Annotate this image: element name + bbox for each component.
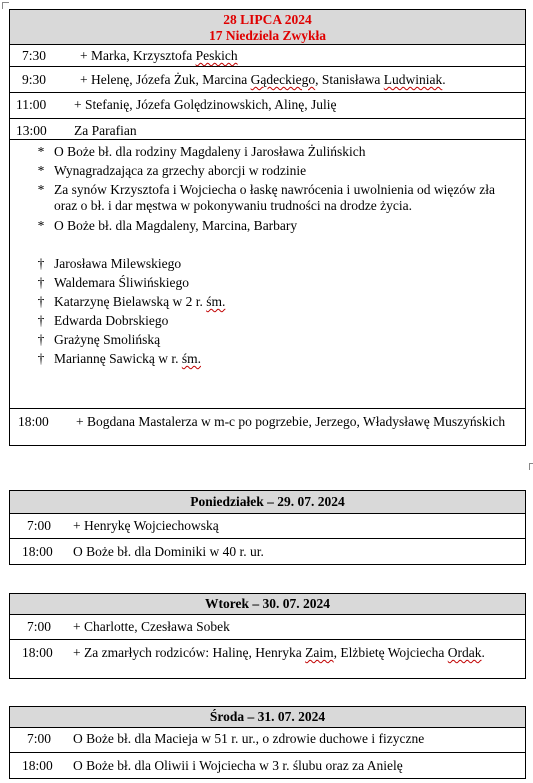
list-item: † Jarosława Milewskiego (10, 256, 525, 272)
dagger-icon: † (37, 313, 45, 328)
mass-time: 7:00 (27, 619, 52, 634)
dagger-icon: † (37, 332, 45, 347)
page-corner-mark (2, 2, 9, 9)
list-item: * O Boże bł. dla rodziny Magdaleny i Jarosława Żulińskich (10, 144, 525, 160)
sunday-table (9, 9, 526, 446)
mass-intention: O Boże bł. dla Macieja w 51 r. ur., o zdrowie duchowe i fizyczne (73, 731, 425, 746)
mass-row (10, 615, 525, 635)
mass-intention: + Bogdana Mastalerza w m-c po pogrzebie, Jerzego, Władysławę Muszyńskich (76, 414, 506, 429)
mass-time: 13:00 (16, 123, 47, 138)
mass-row (10, 514, 525, 534)
mass-row (10, 409, 525, 430)
mass-time: 18:00 (18, 414, 49, 429)
tuesday-header: Wtorek – 30. 07. 2024 (10, 594, 526, 615)
mass-row (10, 119, 525, 139)
list-item: * Wynagradzająca za grzechy aborcji w rodzinie (10, 163, 525, 179)
mass-intention: + Za zmarłych rodziców: Halinę, Henryka Zaim, Elżbietę Wojciecha Ordak. (73, 645, 485, 660)
mass-time: 7:00 (27, 731, 52, 746)
asterisk-icon: * (37, 182, 45, 197)
mass-intention: + Charlotte, Czesława Sobek (73, 619, 230, 634)
mass-row (10, 45, 525, 64)
list-item: † Waldemara Śliwińskiego (10, 275, 525, 291)
list-item: † Edwarda Dobrskiego (10, 313, 525, 329)
mass-row (10, 539, 525, 560)
list-item: * Za synów Krzysztofa i Wojciecha o łaskę nawrócenia i uwolnienia od więzów zła oraz o bł. i dar męstwa w pokonywaniu trudności na drodze życia. (10, 182, 525, 214)
intentions-list (10, 140, 525, 367)
mass-time: 9:30 (22, 72, 47, 87)
mass-row (10, 67, 525, 88)
wednesday-table (9, 706, 526, 779)
list-item: † Katarzynę Bielawską w 2 r. śm. (10, 294, 525, 310)
mass-intention: + Stefanię, Józefa Golędzinowskich, Alinę, Julię (74, 97, 337, 112)
dagger-icon: † (37, 256, 45, 271)
mass-row (10, 93, 525, 113)
mass-time: 7:30 (22, 48, 47, 63)
asterisk-icon: * (37, 218, 45, 233)
mass-intention: + Marka, Krzysztofa Peskich (80, 48, 238, 63)
mass-intention: + Helenę, Józefa Żuk, Marcina Gądeckiego, Stanisława Ludwiniak. (80, 72, 446, 87)
mass-intention: + Henrykę Wojciechowską (73, 518, 219, 533)
dagger-icon: † (37, 294, 45, 309)
monday-table (9, 490, 526, 565)
mass-intention: O Boże bł. dla Oliwii i Wojciecha w 3 r. ślubu oraz za Anielę (73, 758, 403, 773)
mass-time: 18:00 (22, 758, 53, 773)
list-item: † Grażynę Smolińską (10, 332, 525, 348)
mass-time: 7:00 (27, 518, 52, 533)
monday-header: Poniedziałek – 29. 07. 2024 (10, 491, 526, 514)
sunday-date: 28 LIPCA 2024 (223, 12, 312, 27)
dagger-icon: † (37, 275, 45, 290)
asterisk-icon: * (37, 144, 45, 159)
page-corner-mark (529, 463, 533, 470)
mass-row (10, 640, 525, 661)
mass-time: 18:00 (22, 544, 53, 559)
mass-row (10, 753, 525, 774)
list-item: † Mariannę Sawicką w r. śm. (10, 351, 525, 367)
mass-time: 11:00 (16, 97, 47, 112)
mass-intention: Za Parafian (74, 123, 137, 138)
sunday-header (10, 10, 526, 45)
sunday-name: 17 Niedziela Zwykła (209, 28, 326, 43)
list-item: * O Boże bł. dla Magdaleny, Marcina, Barbary (10, 218, 525, 234)
mass-time: 18:00 (22, 645, 53, 660)
asterisk-icon: * (37, 163, 45, 178)
mass-intention: O Boże bł. dla Dominiki w 40 r. ur. (73, 544, 264, 559)
tuesday-table (9, 593, 526, 679)
wednesday-header: Środa – 31. 07. 2024 (10, 707, 526, 728)
mass-row (10, 728, 525, 747)
dagger-icon: † (37, 351, 45, 366)
